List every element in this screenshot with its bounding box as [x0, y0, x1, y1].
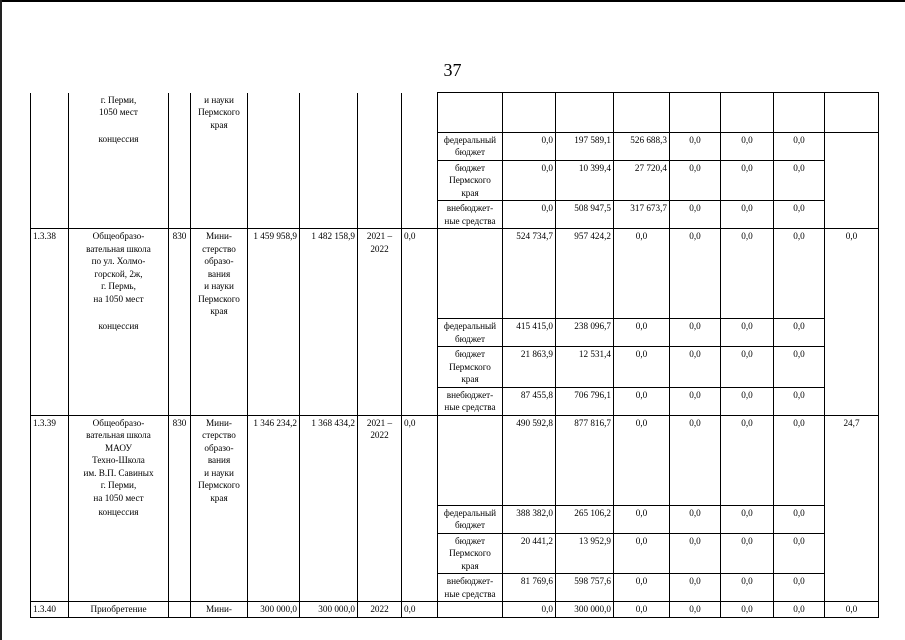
amount-cell: 0,0: [774, 132, 825, 160]
result-cell: 0,0: [825, 602, 879, 618]
table-row: [31, 602, 879, 618]
amount-cell: 0,0: [503, 602, 556, 618]
amount-cell: 10 399,4: [556, 160, 614, 201]
item-number-cell: 1.3.38: [31, 229, 69, 319]
cost-cell: 300 000,0: [300, 602, 358, 618]
amount-cell: 0,0: [670, 319, 721, 347]
executor-cell: и науки Пермского края: [191, 93, 248, 133]
concession-cell: концессия: [69, 319, 169, 347]
amount-cell: 0,0: [774, 229, 825, 319]
amount-cell: 0,0: [774, 160, 825, 201]
executor-cell: Мини- стерство образо- вания и науки Пермского края: [191, 415, 248, 505]
amount-cell: 0,0: [721, 533, 774, 574]
amount-cell: 0,0: [721, 602, 774, 618]
amount-cell: 598 757,6: [556, 574, 614, 602]
amount-cell: 197 589,1: [556, 132, 614, 160]
concession-cell: концессия: [69, 132, 169, 160]
years-cell: 2021 – 2022: [358, 415, 402, 505]
amount-cell: 0,0: [721, 505, 774, 533]
amount-cell: 300 000,0: [556, 602, 614, 618]
amount-cell: 0,0: [721, 201, 774, 229]
amount-cell: 877 816,7: [556, 415, 614, 505]
amount-cell: 0,0: [614, 229, 670, 319]
funding-source-cell: федеральный бюджет: [438, 319, 503, 347]
amount-cell: 13 952,9: [556, 533, 614, 574]
amount-cell: 0,0: [774, 505, 825, 533]
amount-cell: 0,0: [670, 533, 721, 574]
table-row: [31, 347, 879, 388]
amount-cell: 0,0: [721, 415, 774, 505]
amount-cell: 957 424,2: [556, 229, 614, 319]
amount-cell: 0,0: [721, 229, 774, 319]
result-cell: 24,7: [825, 415, 879, 505]
amount-cell: 0,0: [614, 505, 670, 533]
cost-cell: 1 346 234,2: [248, 415, 300, 505]
amount-cell: 0,0: [670, 160, 721, 201]
amount-cell: 265 106,2: [556, 505, 614, 533]
amount-cell: 0,0: [670, 415, 721, 505]
page-number: 37: [443, 60, 462, 80]
amount-cell: 0,0: [670, 602, 721, 618]
amount-cell: 27 720,4: [614, 160, 670, 201]
object-name-cell: Приобретение: [69, 602, 169, 618]
amount-cell: 706 796,1: [556, 387, 614, 415]
funding-source-cell: федеральный бюджет: [438, 132, 503, 160]
amount-cell: 0,0: [774, 533, 825, 574]
table-row: [31, 415, 879, 505]
done-cell: 0,0: [402, 229, 438, 319]
funding-source-cell: внебюджет- ные средства: [438, 201, 503, 229]
amount-cell: 0,0: [614, 415, 670, 505]
funding-source-cell: бюджет Пермского края: [438, 533, 503, 574]
executor-cell: Мини-: [191, 602, 248, 618]
amount-cell: 0,0: [721, 347, 774, 388]
amount-cell: 0,0: [721, 574, 774, 602]
object-name-cell: г. Перми, 1050 мест: [69, 93, 169, 133]
amount-cell: 21 863,9: [503, 347, 556, 388]
amount-cell: 0,0: [503, 132, 556, 160]
amount-cell: 0,0: [774, 415, 825, 505]
table-row: [31, 93, 879, 133]
done-cell: 0,0: [402, 415, 438, 505]
table-row: [31, 160, 879, 201]
amount-cell: 0,0: [721, 132, 774, 160]
amount-cell: 0,0: [670, 347, 721, 388]
amount-cell: 317 673,7: [614, 201, 670, 229]
funding-source-cell: бюджет Пермского края: [438, 347, 503, 388]
item-number-cell: 1.3.39: [31, 415, 69, 505]
amount-cell: 238 096,7: [556, 319, 614, 347]
amount-cell: 0,0: [670, 201, 721, 229]
executor-cell: Мини- стерство образо- вания и науки Пермского края: [191, 229, 248, 319]
amount-cell: 0,0: [774, 347, 825, 388]
budget-table: [30, 92, 879, 618]
amount-cell: 0,0: [614, 347, 670, 388]
amount-cell: 508 947,5: [556, 201, 614, 229]
amount-cell: 0,0: [774, 602, 825, 618]
amount-cell: 0,0: [614, 602, 670, 618]
object-name-cell: Общеобразо- вательная школа по ул. Холмо- горской, 2ж, г. Пермь, на 1050 мест: [69, 229, 169, 319]
amount-cell: 0,0: [774, 201, 825, 229]
amount-cell: 0,0: [774, 319, 825, 347]
years-cell: 2022: [358, 602, 402, 618]
amount-cell: 0,0: [721, 387, 774, 415]
concession-cell: концессия: [69, 505, 169, 533]
table-row: [31, 387, 879, 415]
code-cell: 830: [169, 229, 191, 319]
amount-cell: 0,0: [670, 387, 721, 415]
amount-cell: 0,0: [774, 574, 825, 602]
funding-source-cell: бюджет Пермского края: [438, 160, 503, 201]
cost-cell: 1 459 958,9: [248, 229, 300, 319]
table-row: [31, 574, 879, 602]
amount-cell: 0,0: [503, 160, 556, 201]
table-row: [31, 132, 879, 160]
cost-cell: 1 368 434,2: [300, 415, 358, 505]
result-cell: 0,0: [825, 229, 879, 319]
amount-cell: 0,0: [670, 132, 721, 160]
table-row: [31, 229, 879, 319]
amount-cell: 0,0: [670, 574, 721, 602]
amount-cell: 0,0: [614, 387, 670, 415]
table-row: [31, 319, 879, 347]
object-name-cell: Общеобразо- вательная школа МАОУ Техно-Школа им. В.П. Савиных г. Перми, на 1050 мест: [69, 415, 169, 505]
funding-source-cell: внебюджет- ные средства: [438, 387, 503, 415]
cost-cell: 1 482 158,9: [300, 229, 358, 319]
amount-cell: 0,0: [670, 229, 721, 319]
amount-cell: 0,0: [721, 319, 774, 347]
amount-cell: 524 734,7: [503, 229, 556, 319]
amount-cell: 20 441,2: [503, 533, 556, 574]
table-row: [31, 201, 879, 229]
table-row: [31, 533, 879, 574]
amount-cell: 0,0: [721, 160, 774, 201]
amount-cell: 0,0: [614, 319, 670, 347]
amount-cell: 388 382,0: [503, 505, 556, 533]
amount-cell: 0,0: [614, 533, 670, 574]
amount-cell: 81 769,6: [503, 574, 556, 602]
amount-cell: 12 531,4: [556, 347, 614, 388]
item-number-cell: 1.3.40: [31, 602, 69, 618]
amount-cell: 0,0: [614, 574, 670, 602]
cost-cell: 300 000,0: [248, 602, 300, 618]
code-cell: 830: [169, 415, 191, 505]
table-row: [31, 505, 879, 533]
amount-cell: 0,0: [774, 387, 825, 415]
page-top-border: [0, 0, 905, 2]
funding-source-cell: федеральный бюджет: [438, 505, 503, 533]
amount-cell: 0,0: [503, 201, 556, 229]
funding-source-cell: внебюджет- ные средства: [438, 574, 503, 602]
amount-cell: 526 688,3: [614, 132, 670, 160]
amount-cell: 490 592,8: [503, 415, 556, 505]
page-left-border: [0, 0, 2, 640]
amount-cell: 415 415,0: [503, 319, 556, 347]
amount-cell: 0,0: [670, 505, 721, 533]
amount-cell: 87 455,8: [503, 387, 556, 415]
done-cell: 0,0: [402, 602, 438, 618]
years-cell: 2021 – 2022: [358, 229, 402, 319]
